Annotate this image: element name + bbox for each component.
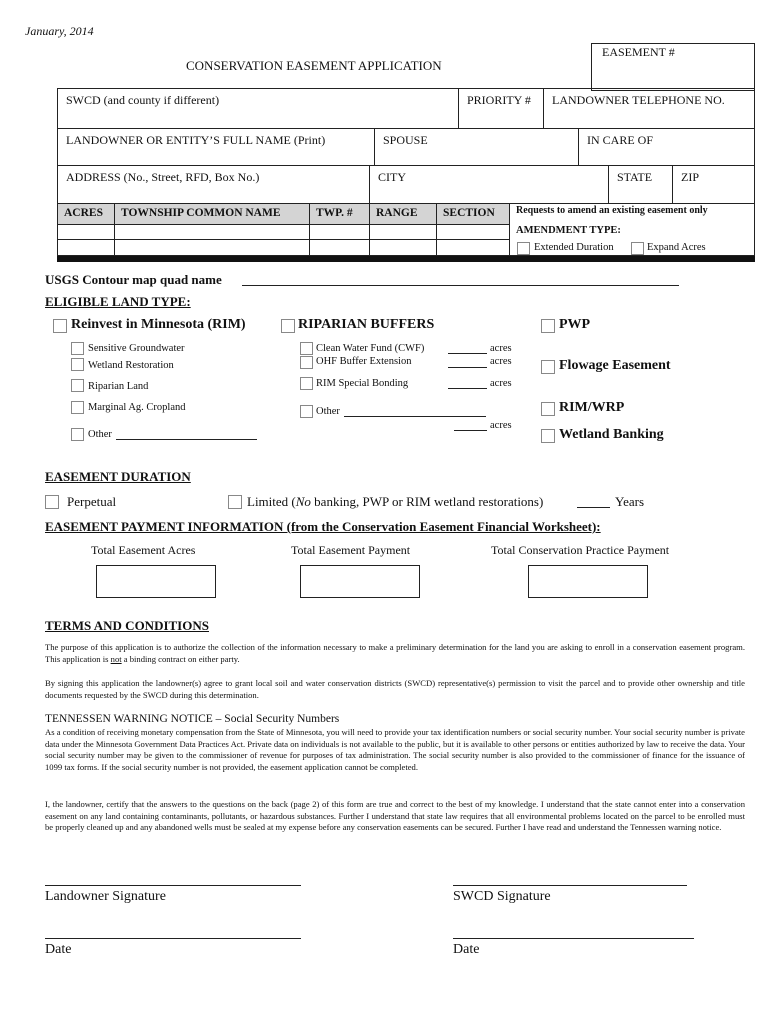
easement-number-field[interactable] xyxy=(591,43,755,91)
riparian-other-acres-line[interactable] xyxy=(454,430,487,431)
sensitive-groundwater-label: Sensitive Groundwater xyxy=(88,343,185,354)
payment-heading: EASEMENT PAYMENT INFORMATION (from the Conservation Easement Financial Worksheet): xyxy=(45,519,601,534)
state-label: STATE xyxy=(617,170,653,184)
total-practice-payment-input[interactable] xyxy=(528,565,648,598)
terms-p1-not: not xyxy=(110,653,122,664)
usgs-label: USGS Contour map quad name xyxy=(45,272,222,287)
terms-p1-b: a binding contract on either party. xyxy=(121,653,240,664)
amendment-note: Requests to amend an existing easement only xyxy=(516,205,708,216)
riparian-other-acres-label: acres xyxy=(490,420,512,431)
table-row-township-1[interactable] xyxy=(114,224,310,240)
perpetual-label: Perpetual xyxy=(67,494,117,509)
cwf-acres-label: acres xyxy=(490,343,512,354)
swcd-label: SWCD (and county if different) xyxy=(66,93,220,107)
tennessen-heading: TENNESSEN WARNING NOTICE – Social Security Numbers xyxy=(45,713,340,725)
total-payment-label: Total Easement Payment xyxy=(291,543,411,557)
care-of-label: IN CARE OF xyxy=(587,133,654,147)
table-row-range-1[interactable] xyxy=(369,224,437,240)
col-twp-header: TWP. # xyxy=(309,203,370,225)
fullname-label: LANDOWNER OR ENTITY’S FULL NAME (Print) xyxy=(66,133,326,147)
perpetual-checkbox[interactable] xyxy=(45,495,59,509)
landowner-date-line[interactable] xyxy=(45,938,301,939)
terms-heading: TERMS AND CONDITIONS xyxy=(45,618,209,633)
col-section-header: SECTION xyxy=(436,203,510,225)
wetland-banking-checkbox[interactable] xyxy=(541,429,555,443)
total-practice-payment-label: Total Conservation Practice Payment xyxy=(491,543,670,557)
col-township-header: TOWNSHIP COMMON NAME xyxy=(114,203,310,225)
years-label: Years xyxy=(615,494,645,509)
riparian-land-checkbox[interactable] xyxy=(71,379,84,392)
total-acres-label: Total Easement Acres xyxy=(91,543,196,557)
landowner-signature-line[interactable] xyxy=(45,885,301,886)
certification-paragraph: I, the landowner, certify that the answers to the questions on the back (page 2) of this form are true and correct to the best of my knowledge. I understand that the state cannot enter into a conservation easement on any land containing contaminants, pollutants, or hazardous substances. Further I understand that state law requires that all environmental problems located on the parcel to be enrolled must be properly cleaned up and any abandoned wells must be sealed at my expense before any conservation easements can be secured. Further I have read and understand the Tennessen warning notice. xyxy=(45,799,745,832)
limited-label xyxy=(247,494,543,510)
duration-heading: EASEMENT DURATION xyxy=(45,469,191,484)
pwp-checkbox[interactable] xyxy=(541,319,555,333)
marginal-cropland-label: Marginal Ag. Cropland xyxy=(88,402,186,413)
landowner-signature-label: Landowner Signature xyxy=(45,889,166,904)
swcd-date-label: Date xyxy=(453,942,480,957)
rim-bonding-acres-label: acres xyxy=(490,378,512,389)
marginal-cropland-checkbox[interactable] xyxy=(71,401,84,414)
riparian-other-line[interactable] xyxy=(344,416,486,417)
spouse-label: SPOUSE xyxy=(383,133,428,147)
landowner-date-label: Date xyxy=(45,942,72,957)
total-acres-input[interactable] xyxy=(96,565,216,598)
riparian-buffers-checkbox[interactable] xyxy=(281,319,295,333)
terms-paragraph-purpose xyxy=(45,642,745,665)
pwp-label: PWP xyxy=(559,317,591,332)
care-of-field[interactable] xyxy=(578,128,755,166)
table-row-township-2[interactable] xyxy=(114,239,310,256)
ohf-label: OHF Buffer Extension xyxy=(316,356,412,367)
telephone-field[interactable] xyxy=(543,88,755,129)
spouse-field[interactable] xyxy=(374,128,579,166)
rim-other-line[interactable] xyxy=(116,439,257,440)
riparian-other-label: Other xyxy=(316,406,340,417)
riparian-other-checkbox[interactable] xyxy=(300,405,313,418)
city-label: CITY xyxy=(378,170,406,184)
rim-checkbox[interactable] xyxy=(53,319,67,333)
table-row-section-2[interactable] xyxy=(436,239,510,256)
cwf-acres-line[interactable] xyxy=(448,353,487,354)
flowage-easement-checkbox[interactable] xyxy=(541,360,555,374)
telephone-label: LANDOWNER TELEPHONE NO. xyxy=(552,93,725,107)
ohf-acres-line[interactable] xyxy=(448,367,487,368)
col-range-header: RANGE xyxy=(369,203,437,225)
wetland-restoration-checkbox[interactable] xyxy=(71,358,84,371)
wetland-restoration-label: Wetland Restoration xyxy=(88,360,174,371)
total-payment-input[interactable] xyxy=(300,565,420,598)
limited-pre: Limited ( xyxy=(247,494,296,509)
form-date: January, 2014 xyxy=(25,24,94,38)
riparian-land-label: Riparian Land xyxy=(88,381,149,392)
years-input-line[interactable] xyxy=(577,507,610,508)
table-row-range-2[interactable] xyxy=(369,239,437,256)
terms-p1-a: The purpose of this application is to authorize the collection of the information necessary to make a preliminary determination for the land you are asking to enroll in a conservation easement program. This application is xyxy=(45,642,745,664)
fullname-field[interactable] xyxy=(57,128,375,166)
swcd-date-line[interactable] xyxy=(453,938,694,939)
usgs-input-line[interactable] xyxy=(242,285,679,286)
city-field[interactable] xyxy=(369,165,609,204)
table-bottom-rule xyxy=(57,256,755,262)
zip-field[interactable] xyxy=(672,165,755,204)
amendment-type-label: AMENDMENT TYPE: xyxy=(516,225,621,236)
swcd-field[interactable] xyxy=(57,88,459,129)
tennessen-paragraph: As a condition of receiving monetary compensation from the State of Minnesota, you will need to provide your tax identification numbers or social security number. Your social security number is private data under the Minnesota Government Data Practices Act. Private data on individuals is not available to the public, but it is available to other persons or entities authorized by law to receive the data. Your social security number may be given to the commissioner of revenue for purposes of tax administration. The social security number is also provided to the commissioner of finance for the issuance of 1099 tax forms. If the social security number is not provided, the easement application cannot be completed. xyxy=(45,727,745,772)
riparian-buffers-label: RIPARIAN BUFFERS xyxy=(298,317,435,332)
rim-other-label: Other xyxy=(88,429,112,440)
table-row-twp-2[interactable] xyxy=(309,239,370,256)
state-field[interactable] xyxy=(608,165,673,204)
easement-number-label: EASEMENT # xyxy=(602,45,675,59)
swcd-signature-line[interactable] xyxy=(453,885,687,886)
expand-acres-label: Expand Acres xyxy=(647,242,706,253)
table-row-acres-2[interactable] xyxy=(57,239,115,256)
rim-bonding-checkbox[interactable] xyxy=(300,377,313,390)
rim-wrp-checkbox[interactable] xyxy=(541,402,555,416)
priority-label: PRIORITY # xyxy=(467,93,531,107)
limited-post: banking, PWP or RIM wetland restorations) xyxy=(310,494,544,509)
priority-field[interactable] xyxy=(458,88,544,129)
table-row-twp-1[interactable] xyxy=(309,224,370,240)
extended-duration-label: Extended Duration xyxy=(534,242,614,253)
expand-acres-checkbox[interactable] xyxy=(631,242,644,255)
cwf-checkbox[interactable] xyxy=(300,342,313,355)
extended-duration-checkbox[interactable] xyxy=(517,242,530,255)
rim-bonding-label: RIM Special Bonding xyxy=(316,378,409,389)
address-label: ADDRESS (No., Street, RFD, Box No.) xyxy=(66,170,260,184)
form-title: CONSERVATION EASEMENT APPLICATION xyxy=(186,58,442,73)
rim-label: Reinvest in Minnesota (RIM) xyxy=(71,317,246,332)
rim-other-checkbox[interactable] xyxy=(71,428,84,441)
sensitive-groundwater-checkbox[interactable] xyxy=(71,342,84,355)
swcd-signature-label: SWCD Signature xyxy=(453,889,551,904)
ohf-checkbox[interactable] xyxy=(300,356,313,369)
address-field[interactable] xyxy=(57,165,370,204)
terms-paragraph-signing: By signing this application the landowner(s) agree to grant local soil and water conservation districts (SWCD) representative(s) permission to visit the parcel and to provide other ownership and title documents requested by the SWCD during this determination. xyxy=(45,678,745,700)
wetland-banking-label: Wetland Banking xyxy=(559,427,664,442)
ohf-acres-label: acres xyxy=(490,356,512,367)
rim-bonding-acres-line[interactable] xyxy=(448,388,487,389)
cwf-label: Clean Water Fund (CWF) xyxy=(316,343,425,354)
flowage-easement-label: Flowage Easement xyxy=(559,358,671,373)
eligible-heading: ELIGIBLE LAND TYPE: xyxy=(45,294,191,309)
rim-wrp-label: RIM/WRP xyxy=(559,400,625,415)
limited-italic: No xyxy=(295,494,311,509)
zip-label: ZIP xyxy=(681,170,699,184)
table-row-section-1[interactable] xyxy=(436,224,510,240)
table-row-acres-1[interactable] xyxy=(57,224,115,240)
col-acres-header: ACRES xyxy=(57,203,115,225)
limited-checkbox[interactable] xyxy=(228,495,242,509)
